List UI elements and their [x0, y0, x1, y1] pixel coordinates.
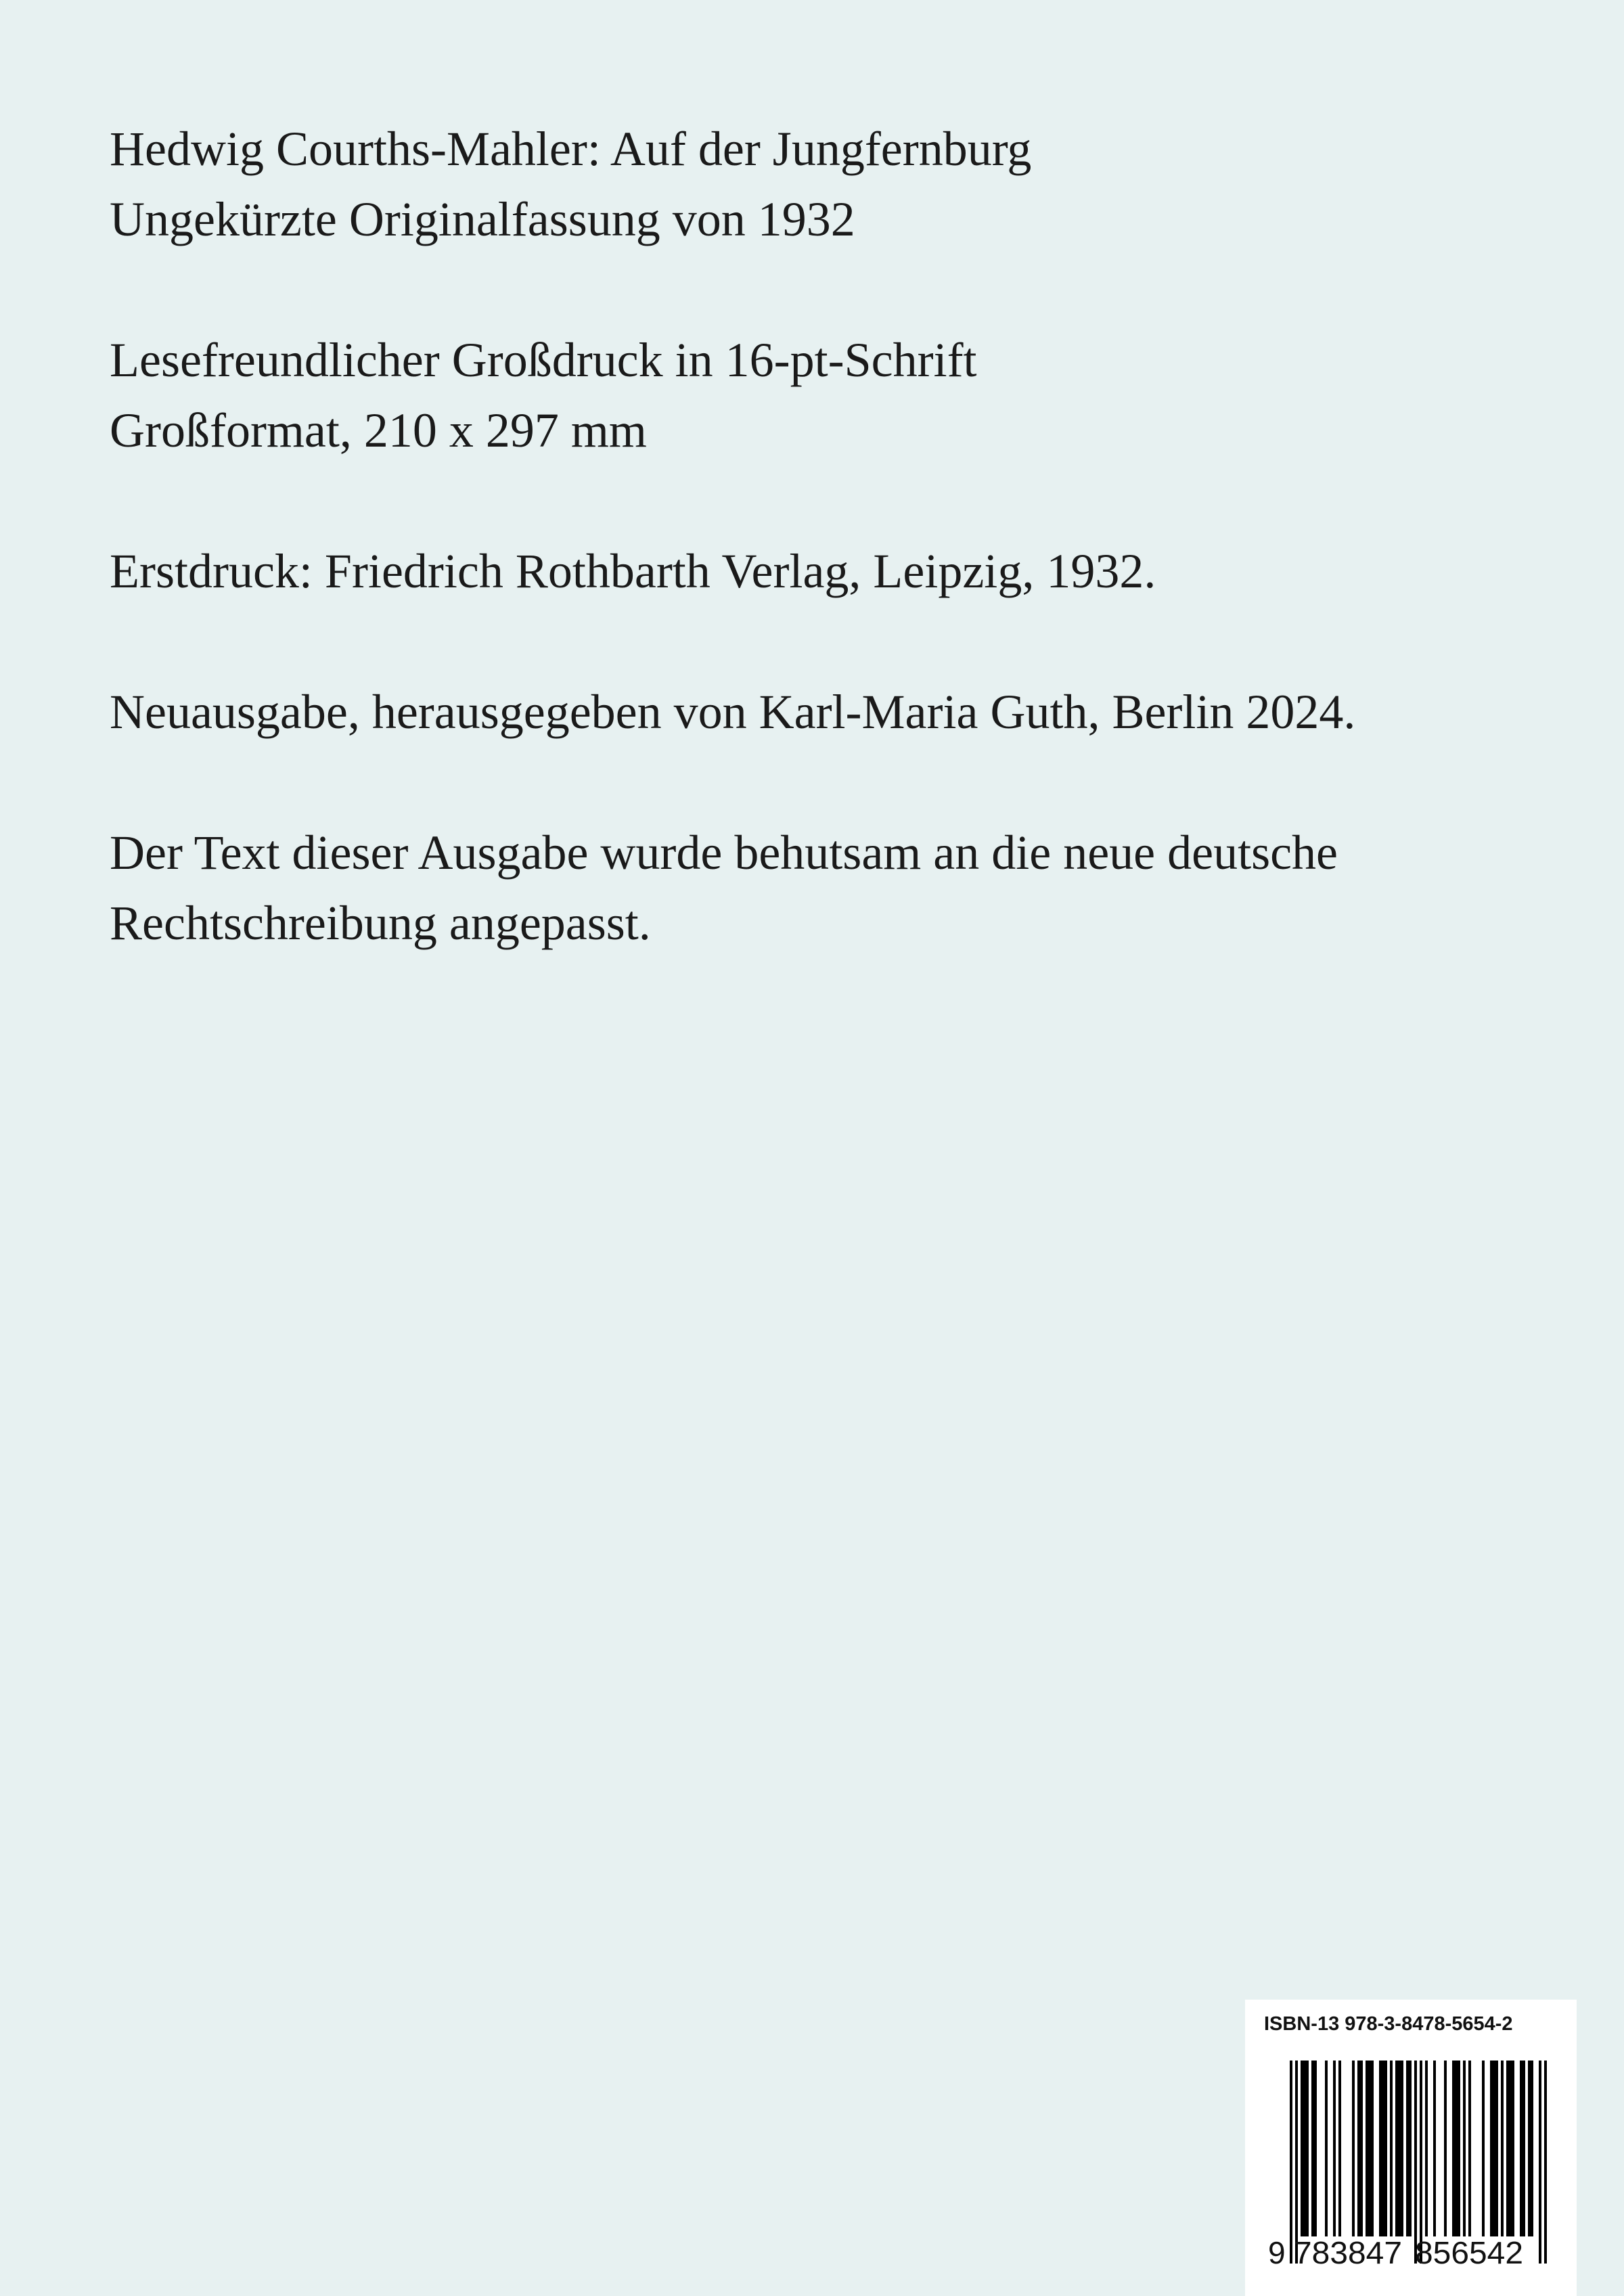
barcode-left-digits: 783847: [1294, 2235, 1402, 2270]
first-print-line: Erstdruck: Friedrich Rothbarth Verlag, Leipzig, 1932.: [110, 544, 1156, 598]
isbn-label: ISBN-13 978-3-8478-5654-2: [1264, 2013, 1513, 2035]
barcode-bar: [1406, 2061, 1412, 2236]
barcode-bar: [1520, 2061, 1525, 2236]
barcode-bar: [1501, 2061, 1504, 2236]
barcode-bar: [1395, 2061, 1403, 2236]
barcode-bar: [1433, 2061, 1436, 2236]
barcode-bar: [1301, 2061, 1309, 2236]
spelling-paragraph: [110, 817, 1531, 958]
barcode-bar: [1468, 2061, 1471, 2236]
edition-line: Ungekürzte Originalfassung von 1932: [110, 192, 855, 246]
spelling-line-2: Rechtschreibung angepasst.: [110, 896, 651, 950]
barcode-bar: [1357, 2061, 1363, 2236]
barcode-bar: [1390, 2061, 1393, 2236]
isbn-barcode-box: [1245, 2000, 1577, 2296]
format-paragraph: [110, 325, 1531, 466]
barcode-bar: [1444, 2061, 1447, 2236]
barcode-bar: [1463, 2061, 1466, 2236]
title-line: Hedwig Courths-Mahler: Auf der Jungfernburg: [110, 122, 1032, 176]
barcode-guard-bar: [1420, 2061, 1422, 2264]
barcode-bar: [1338, 2061, 1341, 2236]
barcode-guard-bar: [1414, 2061, 1417, 2264]
barcode-bar: [1311, 2061, 1317, 2236]
barcode-bar: [1482, 2061, 1485, 2236]
barcode-bar: [1379, 2061, 1387, 2236]
barcode-bar: [1333, 2061, 1336, 2236]
new-edition-paragraph: [110, 677, 1531, 747]
first-print-paragraph: [110, 536, 1531, 606]
barcode-bar: [1452, 2061, 1460, 2236]
print-size-line: Lesefreundlicher Großdruck in 16-pt-Schrift: [110, 333, 977, 387]
format-line: Großformat, 210 x 297 mm: [110, 403, 647, 457]
title-paragraph: [110, 114, 1531, 254]
barcode-bar: [1506, 2061, 1514, 2236]
barcode-graphic: [1245, 2000, 1577, 2296]
barcode-bar: [1366, 2061, 1374, 2236]
barcode-bars: [1290, 2061, 1547, 2264]
barcode-bar: [1425, 2061, 1428, 2236]
barcode-bar: [1528, 2061, 1533, 2236]
new-edition-line: Neuausgabe, herausgegeben von Karl-Maria Guth, Berlin 2024.: [110, 685, 1356, 739]
barcode-bar: [1325, 2061, 1328, 2236]
barcode-guard-bar: [1290, 2061, 1292, 2264]
barcode-bar: [1490, 2061, 1498, 2236]
barcode-bar: [1352, 2061, 1355, 2236]
barcode-first-digit: 9: [1268, 2235, 1286, 2270]
imprint-text: [110, 114, 1531, 1029]
barcode-guard-bar: [1544, 2061, 1547, 2264]
spelling-line-1: Der Text dieser Ausgabe wurde behutsam an die neue deutsche: [110, 826, 1338, 880]
barcode-guard-bar: [1539, 2061, 1541, 2264]
barcode-right-digits: 856542: [1415, 2235, 1523, 2270]
barcode-guard-bar: [1295, 2061, 1298, 2264]
